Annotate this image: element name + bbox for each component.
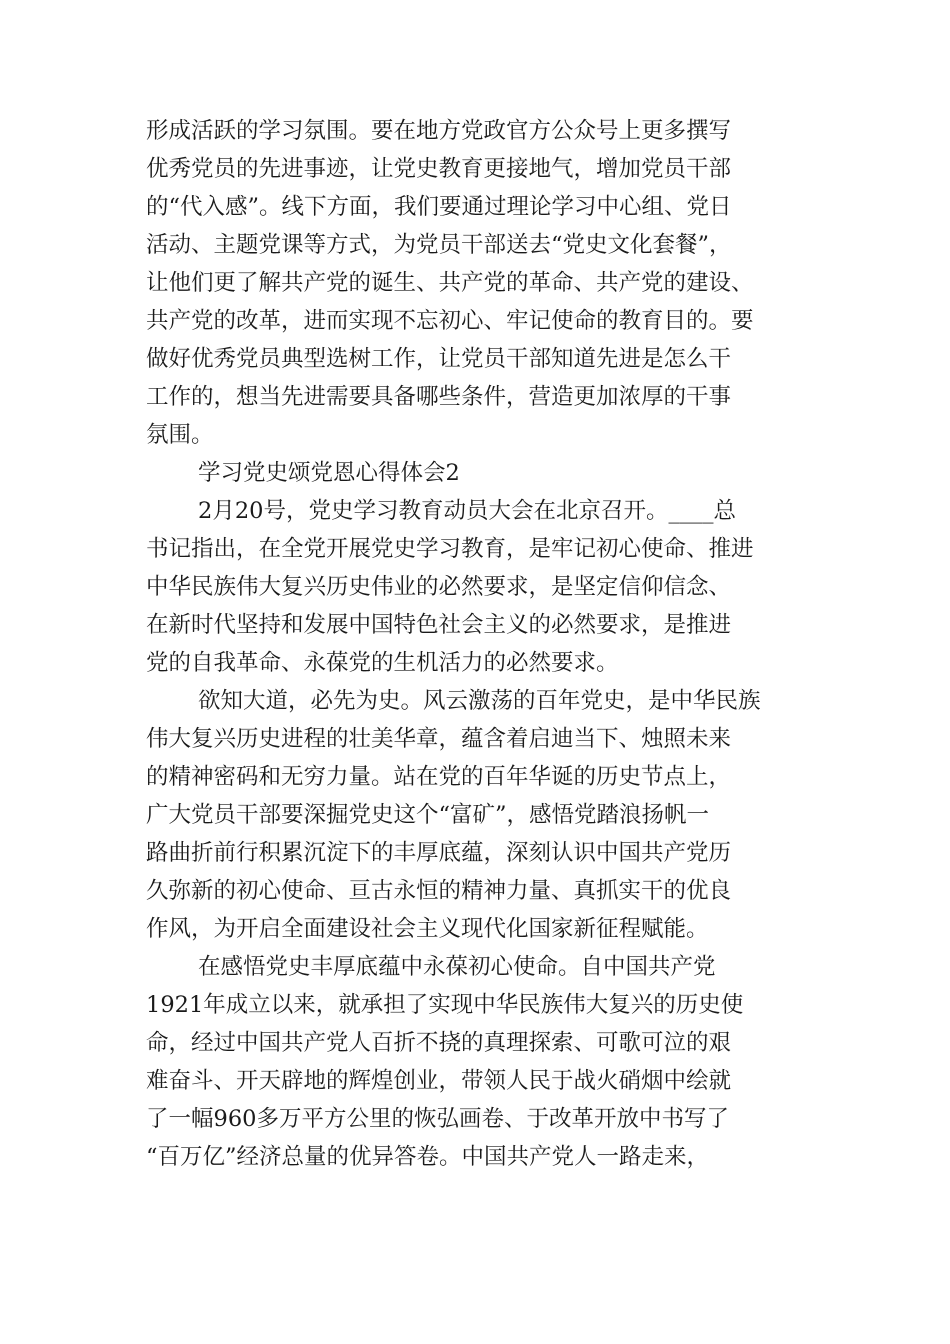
text-line: 活动、主题党课等方式，为党员干部送去“党史文化套餐”， — [146, 232, 732, 258]
text-line: 形成活跃的学习氛围。要在地方党政官方公众号上更多撰写 — [146, 118, 732, 144]
text-line: 作风，为开启全面建设社会主义现代化国家新征程赋能。 — [146, 916, 709, 942]
text-line: 中华民族伟大复兴历史伟业的必然要求，是坚定信仰信念、 — [146, 574, 732, 600]
text-line: 久弥新的初心使命、亘古永恒的精神力量、真抓实干的优良 — [146, 878, 732, 904]
document-body — [146, 112, 808, 1176]
text-line: 让他们更了解共产党的诞生、共产党的革命、共产党的建设、 — [146, 270, 754, 296]
text-line: 2月20号，党史学习教育动员大会在北京召开。____总 — [198, 498, 736, 524]
text-line: 在感悟党史丰厚底蕴中永葆初心使命。自中国共产党 — [198, 954, 716, 980]
text-line: 做好优秀党员典型选树工作，让党员干部知道先进是怎么干 — [146, 346, 732, 372]
text-line: 1921年成立以来，就承担了实现中华民族伟大复兴的历史使 — [146, 992, 744, 1018]
text-line: 书记指出，在全党开展党史学习教育，是牢记初心使命、推进 — [146, 536, 754, 562]
text-line: 了一幅960多万平方公里的恢弘画卷、于改革开放中书写了 — [146, 1106, 729, 1132]
text-line: 的“代入感”。线下方面，我们要通过理论学习中心组、党日 — [146, 194, 732, 220]
text-line: 广大党员干部要深掘党史这个“富矿”，感悟党踏浪扬帆一 — [146, 802, 710, 828]
text-line: 学习党史颂党恩心得体会2 — [198, 460, 460, 486]
text-line: 的精神密码和无穷力量。站在党的百年华诞的历史节点上， — [146, 764, 732, 790]
text-line: 在新时代坚持和发展中国特色社会主义的必然要求，是推进 — [146, 612, 732, 638]
text-line: 欲知大道，必先为史。风云激荡的百年党史，是中华民族 — [198, 688, 761, 714]
text-line: 工作的，想当先进需要具备哪些条件，营造更加浓厚的干事 — [146, 384, 732, 410]
text-line: 伟大复兴历史进程的壮美华章，蕴含着启迪当下、烛照未来 — [146, 726, 732, 752]
text-line: 优秀党员的先进事迹，让党史教育更接地气，增加党员干部 — [146, 156, 732, 182]
text-line: 党的自我革命、永葆党的生机活力的必然要求。 — [146, 650, 619, 676]
text-line: 共产党的改革，进而实现不忘初心、牢记使命的教育目的。要 — [146, 308, 754, 334]
text-line: 氛围。 — [146, 422, 214, 448]
text-line: 命，经过中国共产党人百折不挠的真理探索、可歌可泣的艰 — [146, 1030, 732, 1056]
text-line: 路曲折前行积累沉淀下的丰厚底蕴，深刻认识中国共产党历 — [146, 840, 732, 866]
text-line: 难奋斗、开天辟地的辉煌创业，带领人民于战火硝烟中绘就 — [146, 1068, 732, 1094]
text-line: “百万亿”经济总量的优异答卷。中国共产党人一路走来， — [146, 1144, 710, 1170]
